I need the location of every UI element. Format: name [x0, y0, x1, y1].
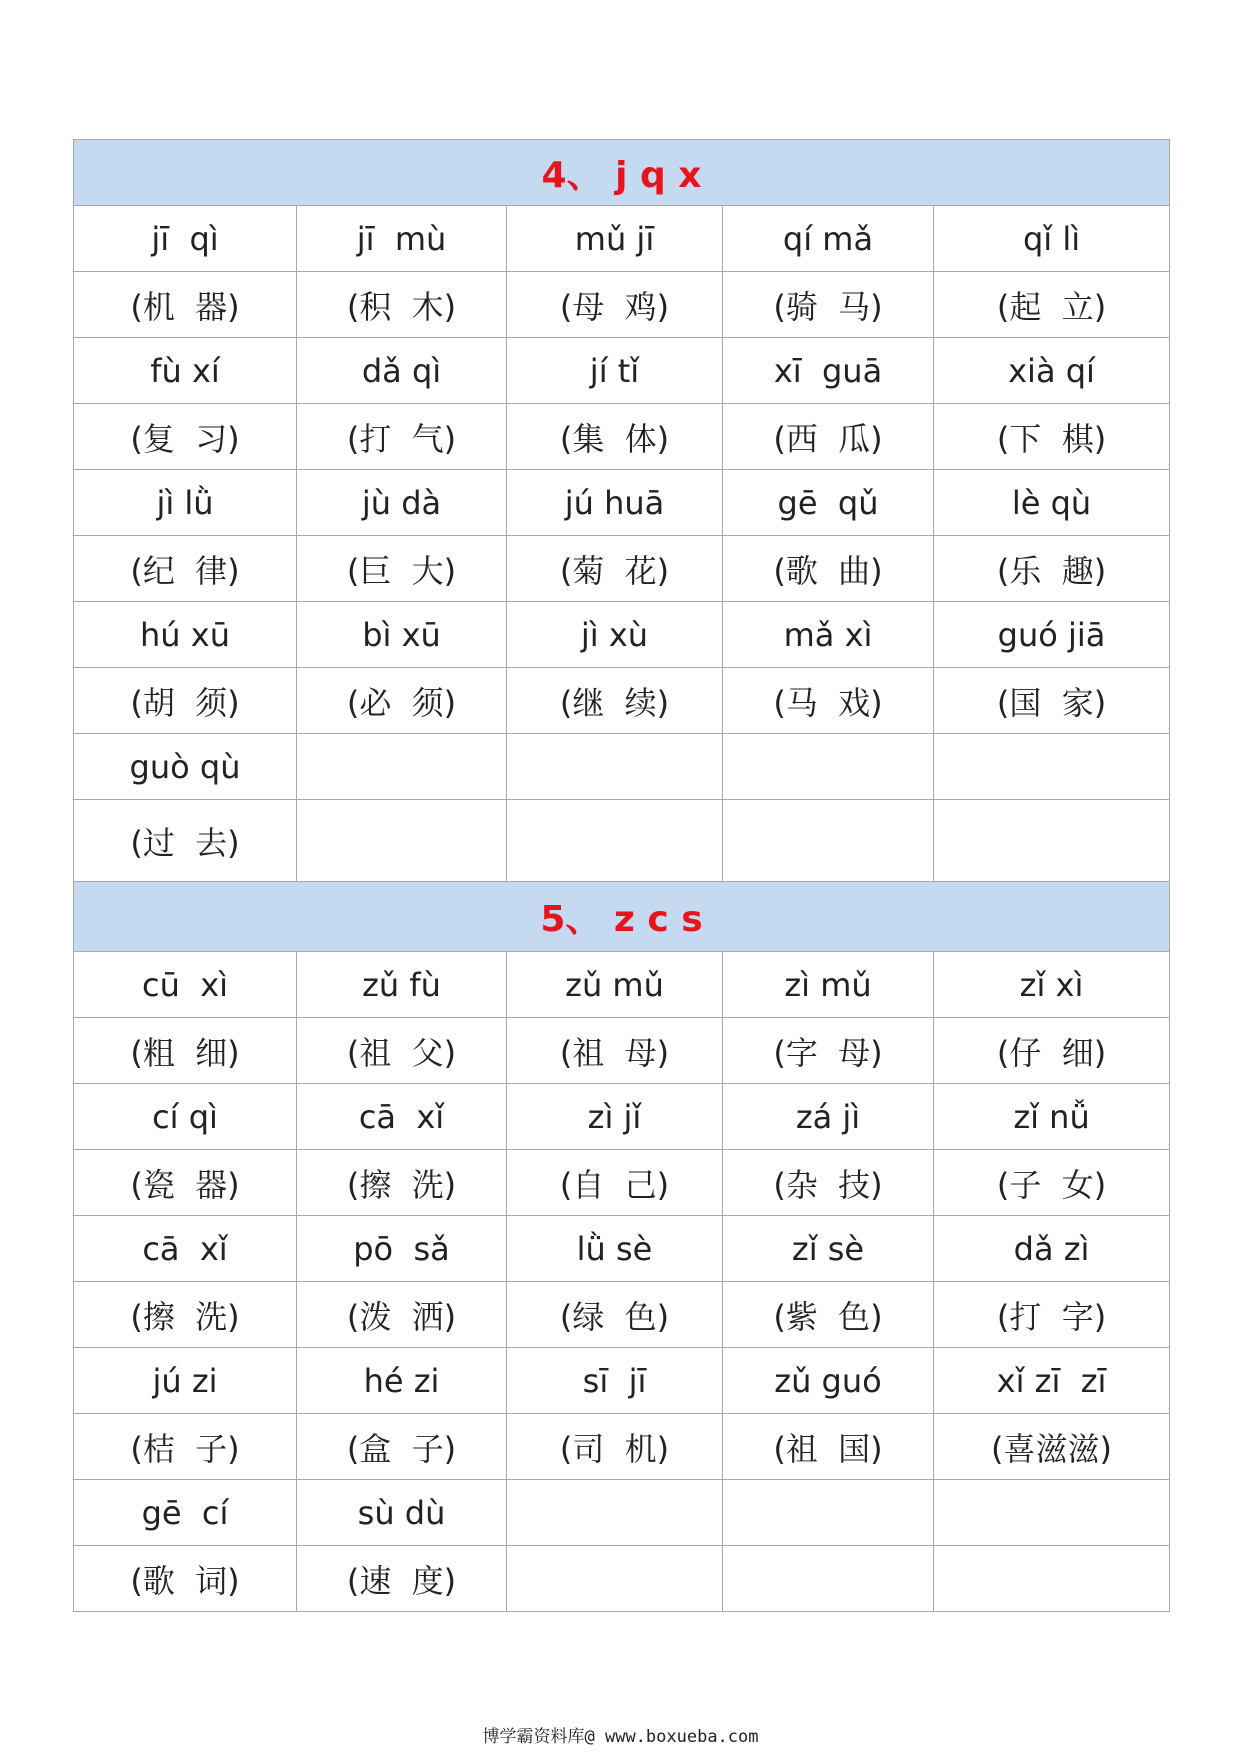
pinyin-cell: lǜ sè [507, 1216, 723, 1282]
hanzi-cell: (胡 须) [74, 668, 297, 734]
hanzi-cell: (马 戏) [723, 668, 934, 734]
hanzi-cell: (仔 细) [934, 1018, 1170, 1084]
hanzi-row [74, 404, 1170, 470]
hanzi-cell: (乐 趣) [934, 536, 1170, 602]
pinyin-cell: guó jiā [934, 602, 1170, 668]
hanzi-cell: (速 度) [297, 1546, 507, 1612]
hanzi-cell: (复 习) [74, 404, 297, 470]
hanzi-cell: (集 体) [507, 404, 723, 470]
pinyin-cell: zì mǔ [723, 952, 934, 1018]
pinyin-cell: cā xǐ [74, 1216, 297, 1282]
hanzi-cell: (擦 洗) [297, 1150, 507, 1216]
pinyin-cell: zǐ sè [723, 1216, 934, 1282]
hanzi-cell: (瓷 器) [74, 1150, 297, 1216]
hanzi-cell [934, 800, 1170, 882]
section-title: 5、 z c s [74, 882, 1170, 952]
hanzi-cell: (杂 技) [723, 1150, 934, 1216]
hanzi-cell: (国 家) [934, 668, 1170, 734]
pinyin-row [74, 952, 1170, 1018]
hanzi-row [74, 272, 1170, 338]
hanzi-cell: (菊 花) [507, 536, 723, 602]
pinyin-row [74, 338, 1170, 404]
pinyin-cell [723, 1480, 934, 1546]
hanzi-cell: (字 母) [723, 1018, 934, 1084]
pinyin-cell: hé zi [297, 1348, 507, 1414]
pinyin-cell: dǎ qì [297, 338, 507, 404]
hanzi-cell: (过 去) [74, 800, 297, 882]
pinyin-cell: jí tǐ [507, 338, 723, 404]
hanzi-cell: (必 须) [297, 668, 507, 734]
hanzi-row [74, 1018, 1170, 1084]
hanzi-cell: (巨 大) [297, 536, 507, 602]
hanzi-cell: (盒 子) [297, 1414, 507, 1480]
pinyin-cell: jù dà [297, 470, 507, 536]
section-header-row [74, 140, 1170, 206]
pinyin-cell: xǐ zī zī [934, 1348, 1170, 1414]
hanzi-cell: (母 鸡) [507, 272, 723, 338]
hanzi-cell: (泼 洒) [297, 1282, 507, 1348]
pinyin-cell [297, 734, 507, 800]
pinyin-cell: zǔ fù [297, 952, 507, 1018]
pinyin-row [74, 1348, 1170, 1414]
footer-watermark: 博学霸资料库@ www.boxueba.com [482, 1727, 759, 1747]
hanzi-row [74, 1150, 1170, 1216]
hanzi-cell: (祖 父) [297, 1018, 507, 1084]
pinyin-cell [507, 734, 723, 800]
pinyin-cell: zǐ nǚ [934, 1084, 1170, 1150]
pinyin-cell: dǎ zì [934, 1216, 1170, 1282]
hanzi-row [74, 800, 1170, 882]
hanzi-cell: (自 己) [507, 1150, 723, 1216]
pinyin-cell: sù dù [297, 1480, 507, 1546]
pinyin-row [74, 734, 1170, 800]
pinyin-cell: mǎ xì [723, 602, 934, 668]
pinyin-cell: zì jǐ [507, 1084, 723, 1150]
hanzi-row [74, 1546, 1170, 1612]
hanzi-cell: (纪 律) [74, 536, 297, 602]
pinyin-cell: jì lǜ [74, 470, 297, 536]
hanzi-cell: (祖 国) [723, 1414, 934, 1480]
hanzi-cell: (机 器) [74, 272, 297, 338]
pinyin-cell: gē cí [74, 1480, 297, 1546]
pinyin-cell [507, 1480, 723, 1546]
pinyin-cell: zǐ xì [934, 952, 1170, 1018]
pinyin-cell: gē qǔ [723, 470, 934, 536]
pinyin-cell: cā xǐ [297, 1084, 507, 1150]
hanzi-cell: (司 机) [507, 1414, 723, 1480]
pinyin-cell: xī guā [723, 338, 934, 404]
pinyin-cell: zǔ guó [723, 1348, 934, 1414]
hanzi-row [74, 1282, 1170, 1348]
section-header-row [74, 882, 1170, 952]
pinyin-cell: jú huā [507, 470, 723, 536]
pinyin-cell: lè qù [934, 470, 1170, 536]
pinyin-cell: sī jī [507, 1348, 723, 1414]
hanzi-cell: (积 木) [297, 272, 507, 338]
pinyin-cell: qí mǎ [723, 206, 934, 272]
pinyin-row [74, 1480, 1170, 1546]
pinyin-cell: jú zi [74, 1348, 297, 1414]
hanzi-cell: (西 瓜) [723, 404, 934, 470]
hanzi-cell: (绿 色) [507, 1282, 723, 1348]
hanzi-row [74, 536, 1170, 602]
hanzi-row [74, 1414, 1170, 1480]
pinyin-row [74, 602, 1170, 668]
pinyin-cell: jī mù [297, 206, 507, 272]
pinyin-cell: qǐ lì [934, 206, 1170, 272]
hanzi-cell: (子 女) [934, 1150, 1170, 1216]
hanzi-cell: (歌 词) [74, 1546, 297, 1612]
hanzi-cell: (下 棋) [934, 404, 1170, 470]
pinyin-cell: mǔ jī [507, 206, 723, 272]
pinyin-cell: xià qí [934, 338, 1170, 404]
hanzi-row [74, 668, 1170, 734]
hanzi-cell [507, 800, 723, 882]
pinyin-row [74, 470, 1170, 536]
pinyin-row [74, 1084, 1170, 1150]
pinyin-row [74, 206, 1170, 272]
pinyin-cell: cí qì [74, 1084, 297, 1150]
hanzi-cell: (紫 色) [723, 1282, 934, 1348]
hanzi-cell [507, 1546, 723, 1612]
hanzi-cell: (歌 曲) [723, 536, 934, 602]
hanzi-cell: (起 立) [934, 272, 1170, 338]
section-title: 4、 j q x [74, 140, 1170, 206]
pinyin-cell: zá jì [723, 1084, 934, 1150]
hanzi-cell [723, 1546, 934, 1612]
pinyin-cell: jì xù [507, 602, 723, 668]
hanzi-cell: (骑 马) [723, 272, 934, 338]
pinyin-cell: zǔ mǔ [507, 952, 723, 1018]
pinyin-cell [934, 734, 1170, 800]
hanzi-cell: (桔 子) [74, 1414, 297, 1480]
hanzi-cell: (祖 母) [507, 1018, 723, 1084]
pinyin-cell: bì xū [297, 602, 507, 668]
vocabulary-table [73, 139, 1170, 1612]
pinyin-cell: pō sǎ [297, 1216, 507, 1282]
hanzi-cell [723, 800, 934, 882]
pinyin-cell: hú xū [74, 602, 297, 668]
hanzi-cell [297, 800, 507, 882]
pinyin-cell: fù xí [74, 338, 297, 404]
hanzi-cell: (继 续) [507, 668, 723, 734]
hanzi-cell: (打 字) [934, 1282, 1170, 1348]
pinyin-cell [723, 734, 934, 800]
hanzi-cell: (喜滋滋) [934, 1414, 1170, 1480]
pinyin-row [74, 1216, 1170, 1282]
pinyin-cell: guò qù [74, 734, 297, 800]
pinyin-cell [934, 1480, 1170, 1546]
hanzi-cell: (打 气) [297, 404, 507, 470]
hanzi-cell: (粗 细) [74, 1018, 297, 1084]
hanzi-cell: (擦 洗) [74, 1282, 297, 1348]
pinyin-cell: cū xì [74, 952, 297, 1018]
hanzi-cell [934, 1546, 1170, 1612]
pinyin-cell: jī qì [74, 206, 297, 272]
